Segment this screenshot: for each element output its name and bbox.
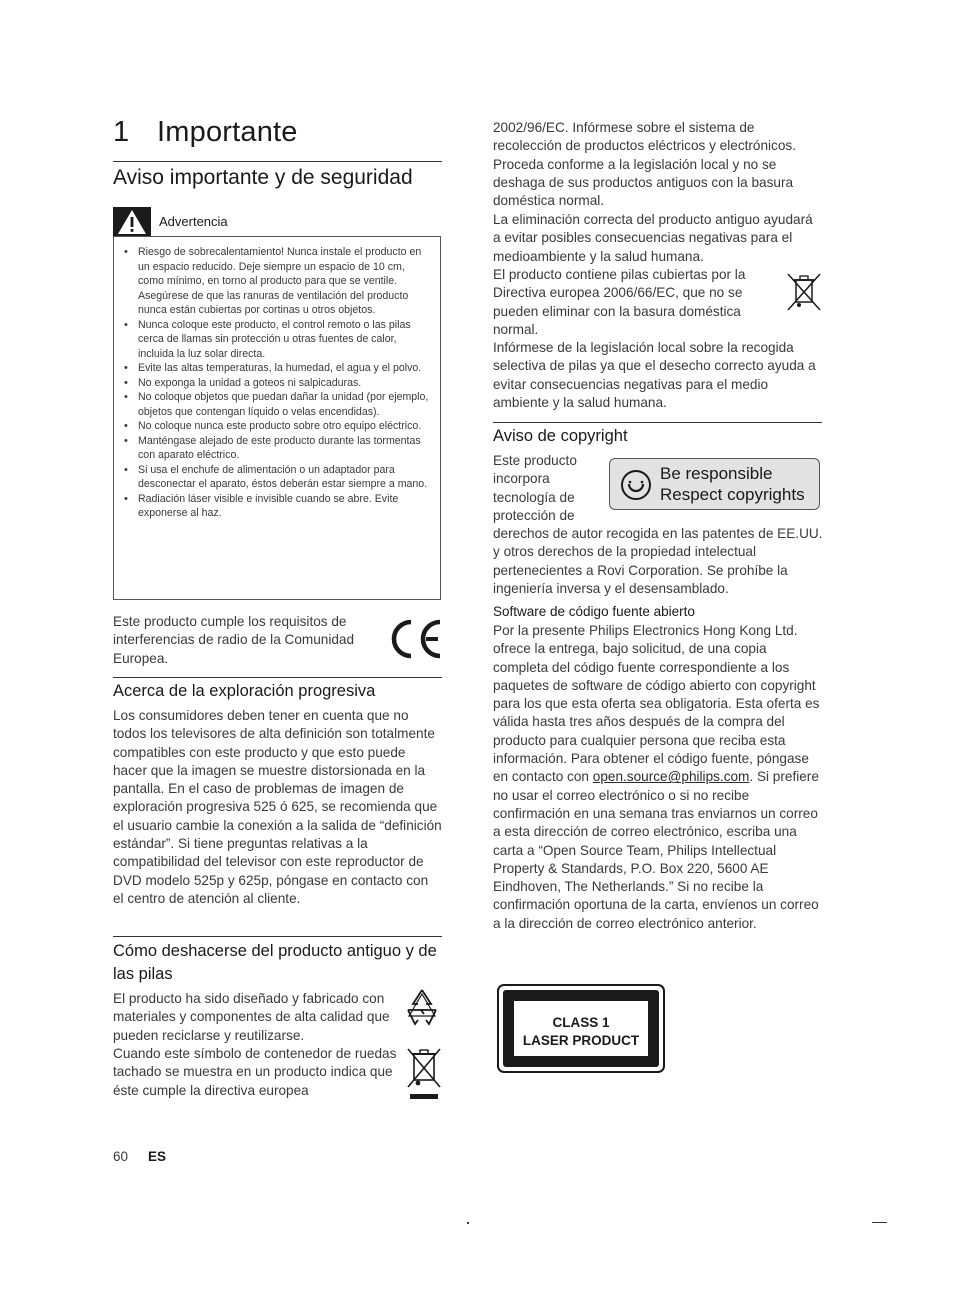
warning-item: • Si usa el enchufe de alimentación o un adaptador para desconectar el aparato, éstos deberán estar siempre a mano. bbox=[138, 463, 430, 492]
divider bbox=[113, 161, 442, 162]
warning-title: Advertencia bbox=[159, 214, 228, 229]
copyright-intro-line: tecnología de bbox=[493, 489, 575, 505]
warning-item: • Manténgase alejado de este producto durante las tormentas con aparato eléctrico. bbox=[138, 434, 430, 463]
copyright-intro-line: incorpora bbox=[493, 471, 550, 487]
warning-item: • No exponga la unidad a goteos ni salpicaduras. bbox=[138, 376, 430, 391]
copyright-heading: Aviso de copyright bbox=[493, 427, 628, 445]
laser-line: LASER PRODUCT bbox=[522, 1033, 640, 1048]
copyright-badge-text bbox=[660, 463, 805, 505]
divider bbox=[113, 936, 442, 937]
copyright-circle-icon bbox=[620, 469, 652, 501]
warning-item: • No coloque nunca este producto sobre otro equipo eléctrico. bbox=[138, 419, 430, 434]
progressive-heading: Acerca de la exploración progresiva bbox=[113, 682, 376, 700]
warning-triangle-icon bbox=[113, 207, 151, 237]
copyright-text: derechos de autor recogida en las patentes de EE.UU. y otros derechos de la propiedad intelectual pertenecientes a Rovi Corporation. Se prohíbe la ingeniería inversa y el desensamblado. bbox=[493, 526, 823, 596]
crop-mark bbox=[467, 1222, 469, 1224]
warning-item: • Riesgo de sobrecalentamiento! Nunca instale el producto en un espacio reducido. Deje siempre un espacio de 10 cm, como mínimo, en torno al producto para que se ventile. Asegúrese de que las ranuras de ventilación del producto nunca están cubiertas por cortinas u otros objetos. bbox=[138, 245, 430, 318]
disposal-p6: Infórmese de la legislación local sobre la recogida selectiva de pilas ya que el desecho correcto ayuda a evitar consecuencias negativas para el medio ambiente y la salud humana. bbox=[493, 340, 816, 410]
chapter-title-text: Importante bbox=[157, 116, 298, 148]
page-number: 60 bbox=[113, 1149, 129, 1164]
copyright-badge bbox=[609, 458, 820, 510]
warning-header bbox=[113, 207, 442, 237]
laser-label-text bbox=[514, 1014, 648, 1050]
opensource-heading: Software de código fuente abierto bbox=[493, 604, 695, 619]
divider bbox=[493, 422, 822, 423]
ce-mark-icon bbox=[389, 618, 443, 660]
warning-item: • Nunca coloque este producto, el control remoto o las pilas cerca de llamas sin protección u otras fuentes de calor, incluida la luz solar directa. bbox=[138, 318, 430, 362]
warning-box bbox=[113, 236, 441, 600]
laser-label-frame bbox=[503, 990, 659, 1067]
opensource-text-a: Por la presente Philips Electronics Hong Kong Ltd. ofrece la entrega, bajo solicitud, de una copia completa del código fuente correspondiente a los paquetes de software de código abierto con copyright para los que esta oferta sea obligatoria. Esta oferta es válida hasta tres años después de la compra del producto para cualquier persona que reciba esta información. Para obtener el código fuente, póngase en contacto con bbox=[493, 623, 820, 785]
disposal-heading: Cómo deshacerse del producto antiguo y de las pilas bbox=[113, 942, 437, 983]
laser-label-inner bbox=[514, 1001, 648, 1056]
divider bbox=[113, 677, 442, 678]
language-code: ES bbox=[148, 1149, 167, 1164]
chapter-title bbox=[113, 116, 298, 149]
opensource-email-link[interactable]: open.source@philips.com bbox=[592, 769, 750, 785]
chapter-number: 1 bbox=[113, 116, 130, 148]
opensource-text bbox=[493, 622, 823, 933]
warning-list bbox=[114, 237, 440, 521]
crossed-bin-icon bbox=[785, 272, 823, 312]
disposal-p5: El producto contiene pilas cubiertas por la Directiva europea 2006/66/EC, que no se pueden eliminar con la basura doméstica normal. bbox=[493, 267, 746, 337]
ce-text: Este producto cumple los requisitos de interferencias de radio de la Comunidad Europea. bbox=[113, 614, 355, 666]
disposal-p3: 2002/96/EC. Infórmese sobre el sistema de recolección de productos eléctricos y electrónicos. Proceda conforme a la legislación local y no se deshaga de sus productos antiguos con la basura doméstica normal. bbox=[493, 120, 796, 209]
copyright-intro-line: Este producto bbox=[493, 453, 577, 468]
warning-item: • Radiación láser visible e invisible cuando se abre. Evite exponerse al haz. bbox=[138, 492, 430, 521]
warning-item: • Evite las altas temperaturas, la humedad, el agua y el polvo. bbox=[138, 361, 430, 376]
crossed-bin-icon bbox=[405, 1046, 443, 1100]
copyright-intro-line: protección de bbox=[493, 507, 575, 523]
disposal-p1: El producto ha sido diseñado y fabricado con materiales y componentes de alta calidad que pueden reciclarse y reutilizarse. bbox=[113, 991, 390, 1043]
recycle-icon bbox=[401, 986, 443, 1028]
disposal-p4: La eliminación correcta del producto antiguo ayudará a evitar posibles consecuencias negativas para el medioambiente y la salud humana. bbox=[493, 212, 813, 264]
laser-line: CLASS 1 bbox=[552, 1015, 610, 1030]
badge-line: Be responsible bbox=[660, 464, 773, 483]
badge-line: Respect copyrights bbox=[660, 485, 805, 504]
laser-label bbox=[497, 984, 665, 1073]
safety-heading: Aviso importante y de seguridad bbox=[113, 166, 413, 189]
opensource-text-b: . Si prefiere no usar el correo electrónico o si no recibe confirmación en una semana tras enviarnos un correo a esta dirección de correo electrónico, escriba una carta a “Open Source Team, Philips Intellectual Property & Standards, P.O. Box 220, 5600 AE Eindhoven, The Netherlands.” Si no recibe la confirmación oportuna de la carta, envíenos un correo a la dirección de correo electrónico anterior. bbox=[493, 769, 819, 931]
copyright-intro bbox=[493, 452, 603, 525]
progressive-text: Los consumidores deben tener en cuenta que no todos los televisores de alta definición son totalmente compatibles con este producto y que esto puede hacer que la imagen se muestre distorsionada en la pantalla. En el caso de problemas de imagen de exploración progresiva 525 ó 625, se recomienda que el usuario cambie la conexión a la salida de “definición estándar”. Si tiene preguntas relativas a la compatibilidad del televisor con este reproductor de DVD modelo 525p y 625p, póngase en contacto con el centro de atención al cliente. bbox=[113, 708, 442, 906]
crop-mark bbox=[872, 1222, 887, 1223]
disposal-p2: Cuando este símbolo de contenedor de ruedas tachado se muestra en un producto indica que éste cumple la directiva europea bbox=[113, 1046, 397, 1098]
warning-item: • No coloque objetos que puedan dañar la unidad (por ejemplo, objetos que contengan líquido o velas encendidas). bbox=[138, 390, 430, 419]
